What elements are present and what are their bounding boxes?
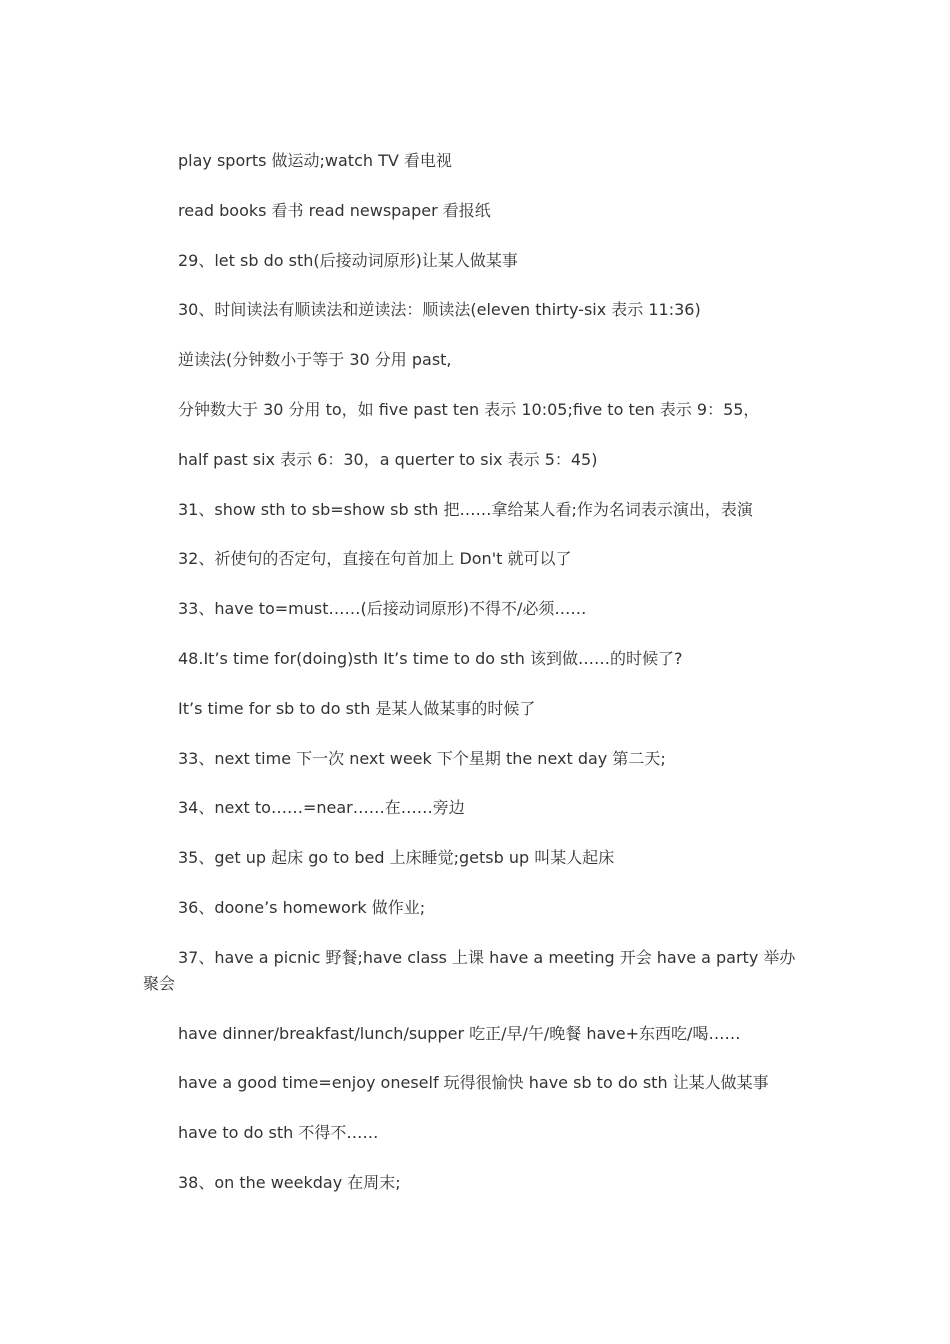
paragraph: 分钟数大于 30 分用 to，如 five past ten 表示 10:05;five to ten 表示 9：55， bbox=[178, 399, 760, 419]
paragraph: 31、show sth to sb=show sb sth 把……拿给某人看;作为名词表示演出，表演 bbox=[178, 499, 753, 519]
paragraph: half past six 表示 6：30，a querter to six 表示 5：45) bbox=[178, 449, 598, 469]
document-body bbox=[143, 148, 808, 1220]
paragraph: have a good time=enjoy oneself 玩得很愉快 have sb to do sth 让某人做某事 bbox=[178, 1073, 769, 1093]
paragraph: 33、next time 下一次 next week 下个星期 the next day 第二天; bbox=[178, 748, 666, 768]
paragraph: 32、祈使句的否定句，直接在句首加上 Don't 就可以了 bbox=[178, 549, 572, 569]
paragraph: It’s time for sb to do sth 是某人做某事的时候了 bbox=[178, 698, 536, 718]
paragraph: 30、时间读法有顺读法和逆读法：顺读法(eleven thirty-six 表示 11:36) bbox=[178, 300, 701, 320]
paragraph: 34、next to……=near……在……旁边 bbox=[178, 798, 465, 818]
paragraph: play sports 做运动;watch TV 看电视 bbox=[178, 151, 452, 170]
paragraph: have dinner/breakfast/lunch/supper 吃正/早/午/晚餐 have+东西吃/喝…… bbox=[178, 1023, 741, 1043]
paragraph: read books 看书 read newspaper 看报纸 bbox=[178, 200, 491, 220]
paragraph: 35、get up 起床 go to bed 上床睡觉;getsb up 叫某人起床 bbox=[178, 848, 615, 868]
paragraph: 逆读法(分钟数小于等于 30 分用 past, bbox=[178, 350, 452, 370]
paragraph: 37、have a picnic 野餐;have class 上课 have a meeting 开会 have a party 举办聚会 bbox=[143, 947, 796, 993]
paragraph: have to do sth 不得不…… bbox=[178, 1123, 379, 1143]
paragraph: 48.It’s time for(doing)sth It’s time to do sth 该到做……的时候了? bbox=[178, 648, 683, 668]
paragraph: 38、on the weekday 在周末; bbox=[178, 1172, 401, 1192]
paragraph: 33、have to=must……(后接动词原形)不得不/必须…… bbox=[178, 599, 587, 619]
paragraph: 36、doone’s homework 做作业; bbox=[178, 897, 426, 917]
paragraph: 29、let sb do sth(后接动词原形)让某人做某事 bbox=[178, 250, 518, 270]
